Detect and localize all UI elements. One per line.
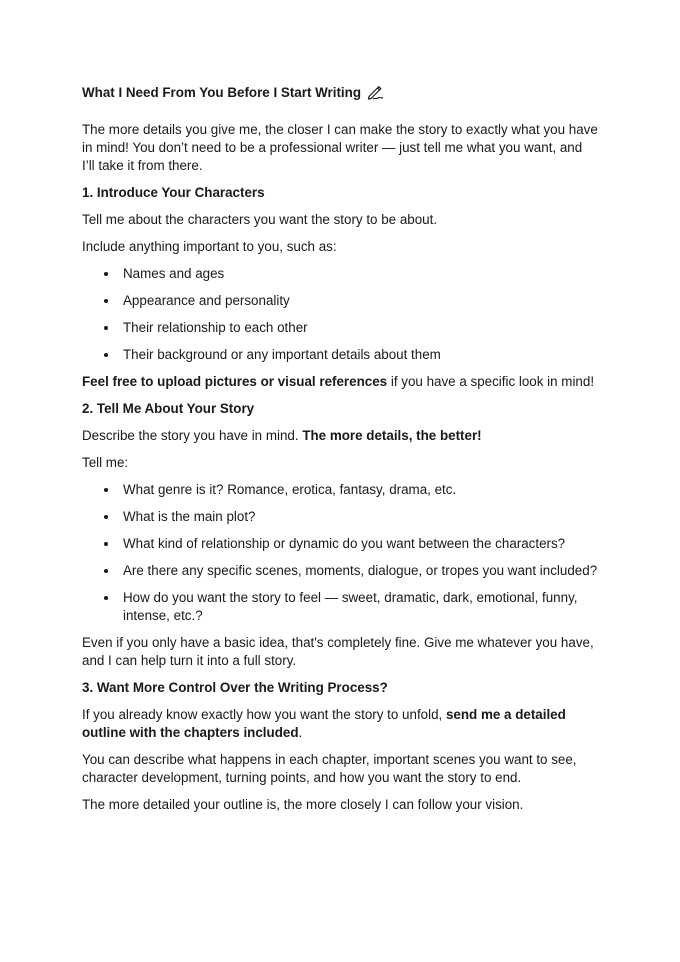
pencil-writing-icon — [366, 84, 384, 105]
list-item: Are there any specific scenes, moments, dialogue, or tropes you want included? — [82, 562, 598, 580]
describe-text: Describe the story you have in mind. — [82, 428, 303, 443]
outline-emphasis: send me a detailed outline with the chapters included — [82, 707, 566, 740]
list-item: What genre is it? Romance, erotica, fantasy, drama, etc. — [82, 481, 598, 499]
list-item: Appearance and personality — [82, 292, 598, 310]
section-2-closing: Even if you only have a basic idea, that's completely fine. Give me whatever you have, and I can help turn it into a full story. — [82, 635, 594, 668]
list-item: How do you want the story to feel — sweet, dramatic, dark, emotional, funny, intense, etc.? — [82, 589, 598, 625]
document-body — [82, 84, 598, 823]
page-title-text: What I Need From You Before I Start Writing — [82, 85, 361, 100]
list-item: Names and ages — [82, 265, 598, 283]
section-2-tell-me: Tell me: — [82, 455, 129, 470]
intro-paragraph: The more details you give me, the closer I can make the story to exactly what you have in mind! You don’t need to be a professional writer — just tell me what you want, and I’ll take it from there. — [82, 122, 598, 173]
outline-text: If you already know exactly how you want the story to unfold, — [82, 707, 446, 722]
list-item: What is the main plot? — [82, 508, 598, 526]
story-questions-list — [82, 481, 598, 625]
section-1-heading: 1. Introduce Your Characters — [82, 185, 265, 200]
outline-period: . — [298, 725, 303, 740]
list-item: Their background or any important details about them — [82, 346, 598, 364]
upload-note — [82, 373, 598, 391]
section-3-text-1 — [82, 706, 598, 742]
upload-note-rest: if you have a specific look in mind! — [387, 374, 595, 389]
section-3-text-2: You can describe what happens in each chapter, important scenes you want to see, character development, turning points, and how you want the story to end. — [82, 752, 577, 785]
upload-note-bold: Feel free to upload pictures or visual references — [82, 374, 388, 389]
list-item: Their relationship to each other — [82, 319, 598, 337]
list-item: What kind of relationship or dynamic do you want between the characters? — [82, 535, 598, 553]
section-1-text-2: Include anything important to you, such as: — [82, 239, 337, 254]
section-2-describe — [82, 427, 598, 445]
section-3-text-3: The more detailed your outline is, the more closely I can follow your vision. — [82, 797, 524, 812]
section-2-heading: 2. Tell Me About Your Story — [82, 401, 255, 416]
describe-emphasis: The more details, the better! — [302, 428, 482, 443]
section-1-text-1: Tell me about the characters you want the story to be about. — [82, 212, 438, 227]
character-details-list — [82, 265, 598, 364]
page-title — [82, 84, 598, 105]
section-3-heading: 3. Want More Control Over the Writing Process? — [82, 680, 388, 695]
